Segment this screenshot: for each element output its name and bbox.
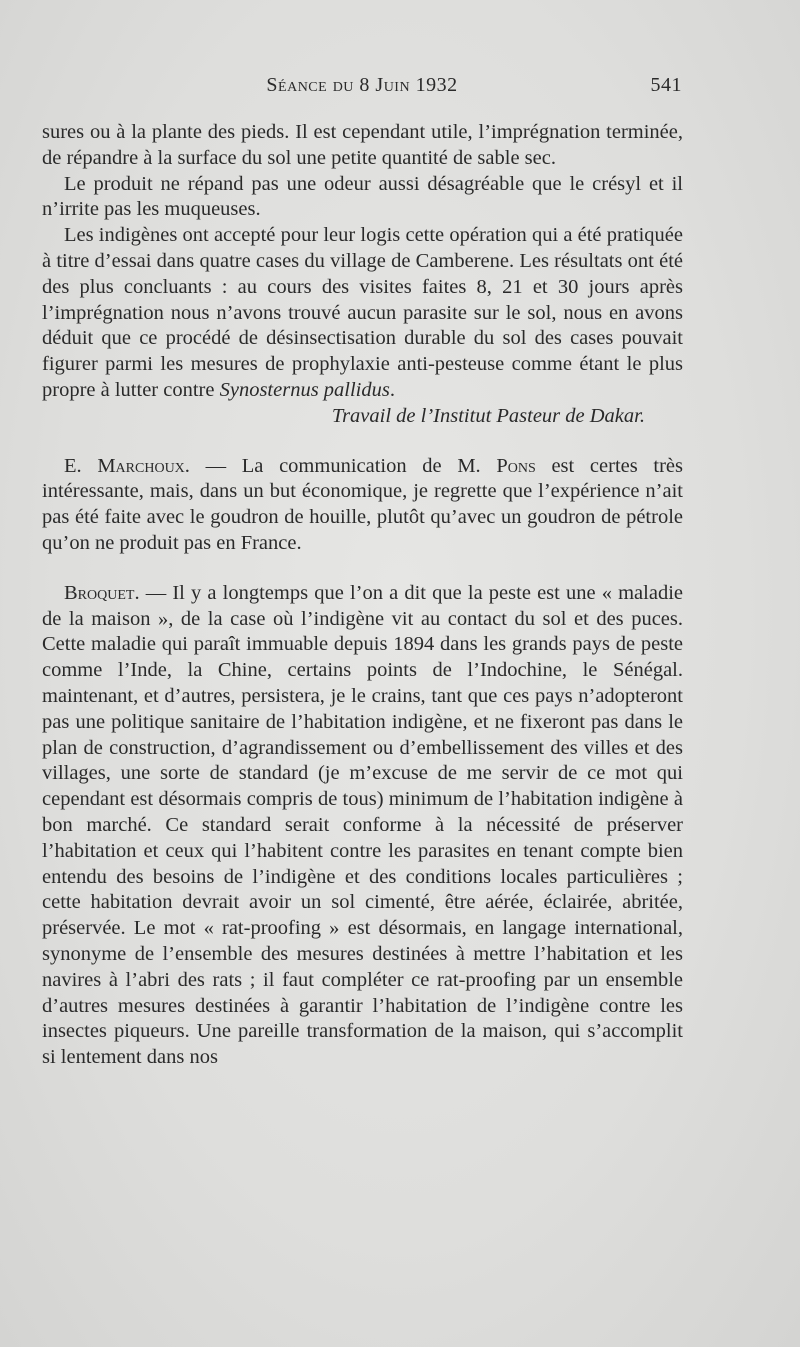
- results-end: .: [389, 378, 395, 401]
- paragraph-odour: Le produit ne répand pas une odeur aussi désagréable que le crésyl et il n’irrite pas les muqueuses.: [42, 172, 683, 221]
- paragraph-marchoux: [42, 454, 683, 557]
- marchoux-text-2: est certes très intéressante, mais, dans un but économique, je regrette que l’expérience n’ait pas été faite avec le goudron de houille, plutôt qu’avec un goudron de pétrole qu’on ne produit pas en France.: [42, 454, 683, 554]
- institute-signature: Travail de l’Institut Pasteur de Dakar.: [331, 404, 645, 427]
- speaker-marchoux: E. Marchoux.: [64, 454, 190, 477]
- paragraph-continuation: sures ou à la plante des pieds. Il est cependant utile, l’imprégnation terminée, de répandre à la surface du sol une petite quantité de sable sec.: [42, 121, 683, 169]
- name-pons: Pons: [496, 454, 536, 477]
- marchoux-text-1: — La communication de M.: [189, 454, 497, 477]
- page-number: 541: [650, 74, 682, 96]
- species-name: Synosternus pallidus: [219, 378, 390, 401]
- page-body: [42, 120, 683, 1071]
- paragraph-broquet: [42, 581, 683, 1071]
- running-title: Séance du 8 Juin 1932: [266, 74, 458, 96]
- paragraph-results: [42, 223, 683, 404]
- results-text: Les indigènes ont accepté pour leur logis cette opération qui a été pratiquée à titre d’essai dans quatre cases du village de Camberene. Les résultats ont été des plus concluants : au cours des visites faites 8, 21 et 30 jours après l’imprégnation nous n’avons trouvé aucun parasite sur le sol, nous en avons déduit que ce procédé de désinsectisation durable du sol des cases pouvait figurer parmi les mesures de prophylaxie anti-pesteuse comme étant le plus propre à lutter contre: [42, 224, 683, 401]
- broquet-text: — Il y a longtemps que l’on a dit que la peste est une « maladie de la maison », de la case où l’indigène vit au contact du sol et des puces. Cette maladie qui paraît immuable depuis 1894 dans les grands pays de peste comme l’Inde, la Chine, certains points de l’Indochine, le Sénégal. maintenant, et d’autres, persistera, je le crains, tant que ces pays n’adopteront pas une politique sanitaire de l’habitation indigène, et ne fixeront pas dans le plan de construction, d’agrandissement ou d’embellissement des villes et des villages, une sorte de standard (je m’excuse de me servir de ce mot qui cependant est désormais compris de tous) minimum de l’habitation indigène à bon marché. Ce standard serait conforme à la nécessité de préserver l’habitation et ceux qui l’habitent contre les parasites en tenant compte bien entendu des besoins de l’indigène et des conditions locales particulières ; cette habitation devrait avoir un sol cimenté, être aérée, éclairée, abritée, préservée. Le mot « rat-proofing » est désormais, en langage international, synonyme de l’ensemble des mesures destinées à mettre l’habitation et les navires à l’abri des rats ; il faut compléter ce rat-proofing par un ensemble d’autres mesures destinées à garantir l’habitation de l’indigène contre les insectes piqueurs. Une pareille transformation de la maison, qui s’accomplit si lentement dans nos: [42, 581, 683, 1069]
- page-header: [42, 74, 682, 104]
- speaker-broquet: Broquet.: [64, 581, 140, 604]
